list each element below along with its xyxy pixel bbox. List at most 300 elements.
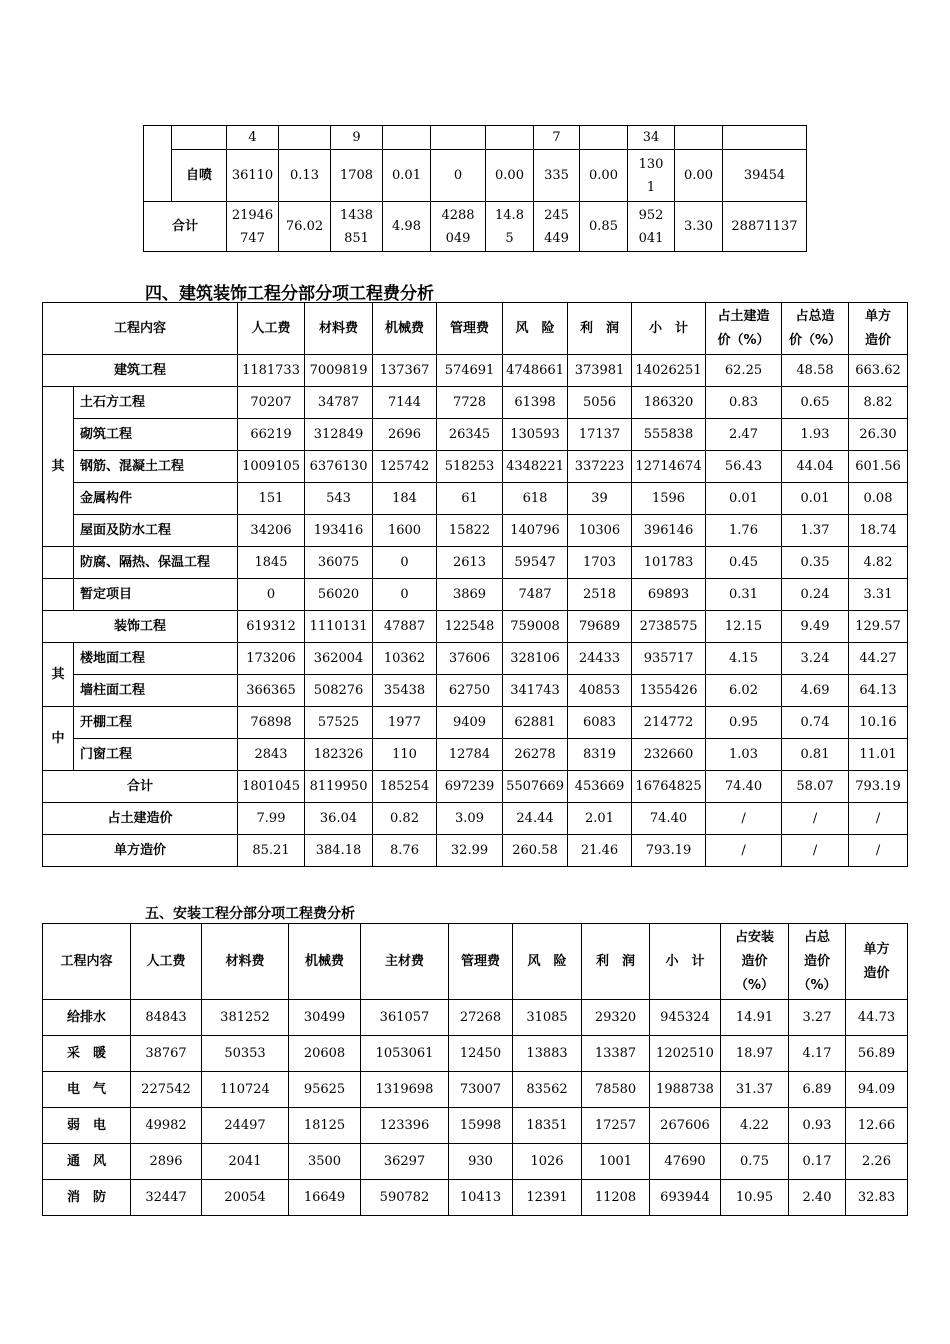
- cell: 0.01: [782, 483, 849, 515]
- cell: 0.65: [782, 387, 849, 419]
- cell: 61: [437, 483, 503, 515]
- cell: 34787: [305, 387, 373, 419]
- table-row: [43, 387, 908, 419]
- cell: 935717: [632, 643, 706, 675]
- cell: 663.62: [849, 355, 908, 387]
- cell: 4748661: [503, 355, 568, 387]
- cell: [675, 126, 723, 150]
- cell: 10.16: [849, 707, 908, 739]
- cell: 129.57: [849, 611, 908, 643]
- cell: 2896: [131, 1144, 202, 1180]
- cell: 0.31: [706, 579, 782, 611]
- cell: 193416: [305, 515, 373, 547]
- cell: 1.93: [782, 419, 849, 451]
- cell: 66219: [238, 419, 305, 451]
- cell: 2.26: [846, 1144, 908, 1180]
- cell: 337223: [568, 451, 632, 483]
- cell: 260.58: [503, 835, 568, 867]
- cell: 56.89: [846, 1036, 908, 1072]
- row-label: 占土建造价: [43, 803, 238, 835]
- cell: 12391: [513, 1180, 582, 1216]
- row-label: 自喷: [172, 150, 227, 202]
- cell: 0.00: [675, 150, 723, 202]
- cell: [486, 126, 534, 150]
- row-label: 合计: [144, 202, 227, 252]
- cell: 14.91: [721, 1000, 789, 1036]
- table-row: [43, 1072, 908, 1108]
- cell: /: [782, 835, 849, 867]
- cell: 122548: [437, 611, 503, 643]
- table-row: [43, 1036, 908, 1072]
- cell: 2518: [568, 579, 632, 611]
- cell: 267606: [650, 1108, 721, 1144]
- cell: 453669: [568, 771, 632, 803]
- cell: 4.22: [721, 1108, 789, 1144]
- cell: 39: [568, 483, 632, 515]
- cell: 793.19: [632, 835, 706, 867]
- header-cell: 工程内容: [43, 303, 238, 355]
- cell: 101783: [632, 547, 706, 579]
- cell: 8.82: [849, 387, 908, 419]
- cell: 11208: [582, 1180, 650, 1216]
- row-label: 防腐、隔热、保温工程: [74, 547, 238, 579]
- cell: 4288 049: [431, 202, 486, 252]
- cell: 1319698: [361, 1072, 449, 1108]
- cell: 618: [503, 483, 568, 515]
- cell: 5507669: [503, 771, 568, 803]
- cell: 10362: [373, 643, 437, 675]
- cell: 62750: [437, 675, 503, 707]
- table-row: [43, 611, 908, 643]
- header-cell: 利 润: [582, 924, 650, 1000]
- cell: 137367: [373, 355, 437, 387]
- cell: 69893: [632, 579, 706, 611]
- cell: 20054: [202, 1180, 289, 1216]
- row-label: 屋面及防水工程: [74, 515, 238, 547]
- header-cell: 单方 造价: [846, 924, 908, 1000]
- cell: 151: [238, 483, 305, 515]
- cell: 1202510: [650, 1036, 721, 1072]
- cell: 0.82: [373, 803, 437, 835]
- row-label: 开棚工程: [74, 707, 238, 739]
- cell: 1845: [238, 547, 305, 579]
- cell: 94.09: [846, 1072, 908, 1108]
- cell: 32.99: [437, 835, 503, 867]
- header-cell: 人工费: [131, 924, 202, 1000]
- cell: 245 449: [534, 202, 580, 252]
- cell: 31085: [513, 1000, 582, 1036]
- cell: 62.25: [706, 355, 782, 387]
- cell: 26278: [503, 739, 568, 771]
- cell: 83562: [513, 1072, 582, 1108]
- table-row: [43, 771, 908, 803]
- cell: 366365: [238, 675, 305, 707]
- cell: 0.00: [580, 150, 628, 202]
- table-row: [43, 1108, 908, 1144]
- cell: 3869: [437, 579, 503, 611]
- cell: 110: [373, 739, 437, 771]
- cell: 130 1: [628, 150, 675, 202]
- cell: 1026: [513, 1144, 582, 1180]
- cell: 58.07: [782, 771, 849, 803]
- cell: 36297: [361, 1144, 449, 1180]
- cell: 0.75: [721, 1144, 789, 1180]
- cell: 2041: [202, 1144, 289, 1180]
- cell: 10413: [449, 1180, 513, 1216]
- table-row: [43, 1180, 908, 1216]
- table-row: [43, 1000, 908, 1036]
- cell: 3.24: [782, 643, 849, 675]
- table-row: [43, 835, 908, 867]
- cell: 173206: [238, 643, 305, 675]
- cell: 2843: [238, 739, 305, 771]
- cell: 16649: [289, 1180, 361, 1216]
- cell: 590782: [361, 1180, 449, 1216]
- cell: 4.17: [789, 1036, 846, 1072]
- cell: 15822: [437, 515, 503, 547]
- cell: [580, 126, 628, 150]
- cell: 952 041: [628, 202, 675, 252]
- cell: 1.03: [706, 739, 782, 771]
- cell: 13387: [582, 1036, 650, 1072]
- cell: 1596: [632, 483, 706, 515]
- cell: 362004: [305, 643, 373, 675]
- header-cell: 单方 造价: [849, 303, 908, 355]
- table-row: [43, 643, 908, 675]
- cell: [172, 126, 227, 150]
- cell: 7487: [503, 579, 568, 611]
- cell: 8119950: [305, 771, 373, 803]
- cell: 1600: [373, 515, 437, 547]
- row-label: 钢筋、混凝土工程: [74, 451, 238, 483]
- cell: 125742: [373, 451, 437, 483]
- cell: 3.30: [675, 202, 723, 252]
- cell: 76.02: [279, 202, 331, 252]
- header-cell: 工程内容: [43, 924, 131, 1000]
- cell: 10306: [568, 515, 632, 547]
- cell: 373981: [568, 355, 632, 387]
- group-label: 其: [43, 387, 74, 547]
- cell: 1708: [331, 150, 383, 202]
- cell: 18.97: [721, 1036, 789, 1072]
- cell: 76898: [238, 707, 305, 739]
- cell: 396146: [632, 515, 706, 547]
- cell: 1703: [568, 547, 632, 579]
- installation-cost-table: [42, 923, 908, 1216]
- cell: 0.35: [782, 547, 849, 579]
- cell: 40853: [568, 675, 632, 707]
- cell: 17257: [582, 1108, 650, 1144]
- table-row: [43, 547, 908, 579]
- cell: 185254: [373, 771, 437, 803]
- cell: 24497: [202, 1108, 289, 1144]
- cell: 47690: [650, 1144, 721, 1180]
- cell: 574691: [437, 355, 503, 387]
- cell: 2738575: [632, 611, 706, 643]
- cell: 62881: [503, 707, 568, 739]
- cell: 8.76: [373, 835, 437, 867]
- cell: 0.85: [580, 202, 628, 252]
- cell: 184: [373, 483, 437, 515]
- cell: 57525: [305, 707, 373, 739]
- cell: 6.89: [789, 1072, 846, 1108]
- cell: 384.18: [305, 835, 373, 867]
- cell: 48.58: [782, 355, 849, 387]
- cell: 44.27: [849, 643, 908, 675]
- cell: 9.49: [782, 611, 849, 643]
- cell: 6083: [568, 707, 632, 739]
- cell: 7728: [437, 387, 503, 419]
- cell: 793.19: [849, 771, 908, 803]
- cell: 123396: [361, 1108, 449, 1144]
- cell: 12450: [449, 1036, 513, 1072]
- cell: 12714674: [632, 451, 706, 483]
- cell: 328106: [503, 643, 568, 675]
- cell: 8319: [568, 739, 632, 771]
- cell: 4348221: [503, 451, 568, 483]
- cell: 312849: [305, 419, 373, 451]
- header-cell: 占安装 造价 （%）: [721, 924, 789, 1000]
- cell: 24433: [568, 643, 632, 675]
- cell: 17137: [568, 419, 632, 451]
- cell: 0.13: [279, 150, 331, 202]
- cell: 34: [628, 126, 675, 150]
- cell: 34206: [238, 515, 305, 547]
- cell: 7: [534, 126, 580, 150]
- header-cell: 小 计: [650, 924, 721, 1000]
- row-label: 合计: [43, 771, 238, 803]
- row-label: 土石方工程: [74, 387, 238, 419]
- row-label: 建筑工程: [43, 355, 238, 387]
- header-cell: 风 险: [503, 303, 568, 355]
- cell: 0.74: [782, 707, 849, 739]
- cell: 31.37: [721, 1072, 789, 1108]
- cell: 24.44: [503, 803, 568, 835]
- cell: 693944: [650, 1180, 721, 1216]
- cell: 11.01: [849, 739, 908, 771]
- cell: 1.76: [706, 515, 782, 547]
- cell: 3500: [289, 1144, 361, 1180]
- cell: 186320: [632, 387, 706, 419]
- cell: 4.15: [706, 643, 782, 675]
- header-cell: 占土建造 价（%）: [706, 303, 782, 355]
- cell: 0.01: [706, 483, 782, 515]
- header-cell: 主材费: [361, 924, 449, 1000]
- header-cell: 材料费: [202, 924, 289, 1000]
- header-cell: 管理费: [449, 924, 513, 1000]
- section4-title: 四、建筑装饰工程分部分项工程费分析: [145, 284, 434, 304]
- cell: 1977: [373, 707, 437, 739]
- cell: 28871137: [723, 202, 807, 252]
- cell: /: [782, 803, 849, 835]
- cell: 56020: [305, 579, 373, 611]
- cell: 0: [373, 547, 437, 579]
- cell: 95625: [289, 1072, 361, 1108]
- cell: 36075: [305, 547, 373, 579]
- row-label: 门窗工程: [74, 739, 238, 771]
- table-row: [43, 675, 908, 707]
- cell: 12.66: [846, 1108, 908, 1144]
- cell: 4.69: [782, 675, 849, 707]
- cell: /: [706, 803, 782, 835]
- cell: 1053061: [361, 1036, 449, 1072]
- cell: 61398: [503, 387, 568, 419]
- cell: 2696: [373, 419, 437, 451]
- cell: 3.27: [789, 1000, 846, 1036]
- cell: 0.83: [706, 387, 782, 419]
- cell: 20608: [289, 1036, 361, 1072]
- cell: 56.43: [706, 451, 782, 483]
- cell: 2.01: [568, 803, 632, 835]
- table-row: [43, 419, 908, 451]
- cell: 0.17: [789, 1144, 846, 1180]
- cell: 1.37: [782, 515, 849, 547]
- table-row: [43, 739, 908, 771]
- table-row: [43, 579, 908, 611]
- cell: 14.8 5: [486, 202, 534, 252]
- cell: 4.98: [383, 202, 431, 252]
- row-label: 单方造价: [43, 835, 238, 867]
- table-row: [144, 202, 807, 252]
- cell: 0.00: [486, 150, 534, 202]
- section5-title: 五、安装工程分部分项工程费分析: [145, 906, 355, 922]
- table-row: [43, 355, 908, 387]
- cell: 2.47: [706, 419, 782, 451]
- cell: 0: [238, 579, 305, 611]
- cell: 361057: [361, 1000, 449, 1036]
- cell: /: [849, 835, 908, 867]
- cell: 7009819: [305, 355, 373, 387]
- cell: 4.82: [849, 547, 908, 579]
- cell: /: [849, 803, 908, 835]
- header-cell: 占总造 价（%）: [782, 303, 849, 355]
- cell: 74.40: [706, 771, 782, 803]
- cell: 85.21: [238, 835, 305, 867]
- cell: 508276: [305, 675, 373, 707]
- table-row: [144, 126, 807, 150]
- row-label: 墙柱面工程: [74, 675, 238, 707]
- group-label: 中: [43, 707, 74, 771]
- group-label: [43, 579, 74, 611]
- cell: 1438 851: [331, 202, 383, 252]
- row-label: 金属构件: [74, 483, 238, 515]
- cell: 18.74: [849, 515, 908, 547]
- cell: 945324: [650, 1000, 721, 1036]
- cell: 182326: [305, 739, 373, 771]
- cell: [723, 126, 807, 150]
- cell: 74.40: [632, 803, 706, 835]
- cell: 227542: [131, 1072, 202, 1108]
- row-label: 弱 电: [43, 1108, 131, 1144]
- row-label: 装饰工程: [43, 611, 238, 643]
- cell: 601.56: [849, 451, 908, 483]
- row-label: 砌筑工程: [74, 419, 238, 451]
- cell: 232660: [632, 739, 706, 771]
- cell: 0.93: [789, 1108, 846, 1144]
- table-row: [43, 451, 908, 483]
- table-row: [43, 515, 908, 547]
- cell: 1355426: [632, 675, 706, 707]
- cell: 1801045: [238, 771, 305, 803]
- cell: 0.08: [849, 483, 908, 515]
- cell: 36.04: [305, 803, 373, 835]
- cell: 1009105: [238, 451, 305, 483]
- cell: 32447: [131, 1180, 202, 1216]
- cell: 518253: [437, 451, 503, 483]
- cell: 10.95: [721, 1180, 789, 1216]
- cell: 36110: [227, 150, 279, 202]
- row-label: 消 防: [43, 1180, 131, 1216]
- cell: 2.40: [789, 1180, 846, 1216]
- cell: 1001: [582, 1144, 650, 1180]
- cell: 84843: [131, 1000, 202, 1036]
- cell: 30499: [289, 1000, 361, 1036]
- cell: 110724: [202, 1072, 289, 1108]
- cell: 47887: [373, 611, 437, 643]
- cell: 0.81: [782, 739, 849, 771]
- cell: 555838: [632, 419, 706, 451]
- cell: 26345: [437, 419, 503, 451]
- row-label: 采 暖: [43, 1036, 131, 1072]
- cell: 0: [373, 579, 437, 611]
- cell: 3.31: [849, 579, 908, 611]
- cell: 5056: [568, 387, 632, 419]
- cell: 35438: [373, 675, 437, 707]
- cell: 12.15: [706, 611, 782, 643]
- cell: 44.04: [782, 451, 849, 483]
- cell: 39454: [723, 150, 807, 202]
- row-label: 楼地面工程: [74, 643, 238, 675]
- table-row: [43, 803, 908, 835]
- cell: 2613: [437, 547, 503, 579]
- cell: 9409: [437, 707, 503, 739]
- cell: 0.45: [706, 547, 782, 579]
- cell: 543: [305, 483, 373, 515]
- top-partial-table: [143, 125, 807, 252]
- cell: 70207: [238, 387, 305, 419]
- cell: 930: [449, 1144, 513, 1180]
- header-cell: 管理费: [437, 303, 503, 355]
- cell: 0.95: [706, 707, 782, 739]
- cell: [279, 126, 331, 150]
- cell: 0.01: [383, 150, 431, 202]
- cell: 697239: [437, 771, 503, 803]
- cell: 14026251: [632, 355, 706, 387]
- cell: 341743: [503, 675, 568, 707]
- cell: 130593: [503, 419, 568, 451]
- row-label: 给排水: [43, 1000, 131, 1036]
- group-cell: [144, 126, 172, 202]
- cell: 78580: [582, 1072, 650, 1108]
- header-cell: 人工费: [238, 303, 305, 355]
- row-label: 暂定项目: [74, 579, 238, 611]
- cell: 214772: [632, 707, 706, 739]
- cell: 381252: [202, 1000, 289, 1036]
- row-label: 电 气: [43, 1072, 131, 1108]
- cell: 7.99: [238, 803, 305, 835]
- cell: 29320: [582, 1000, 650, 1036]
- cell: 6376130: [305, 451, 373, 483]
- cell: 27268: [449, 1000, 513, 1036]
- cell: 13883: [513, 1036, 582, 1072]
- table-row: [144, 150, 807, 202]
- header-cell: 占总 造价 （%）: [789, 924, 846, 1000]
- header-cell: 机械费: [289, 924, 361, 1000]
- building-cost-table: [42, 302, 908, 867]
- cell: /: [706, 835, 782, 867]
- cell: 21.46: [568, 835, 632, 867]
- cell: 50353: [202, 1036, 289, 1072]
